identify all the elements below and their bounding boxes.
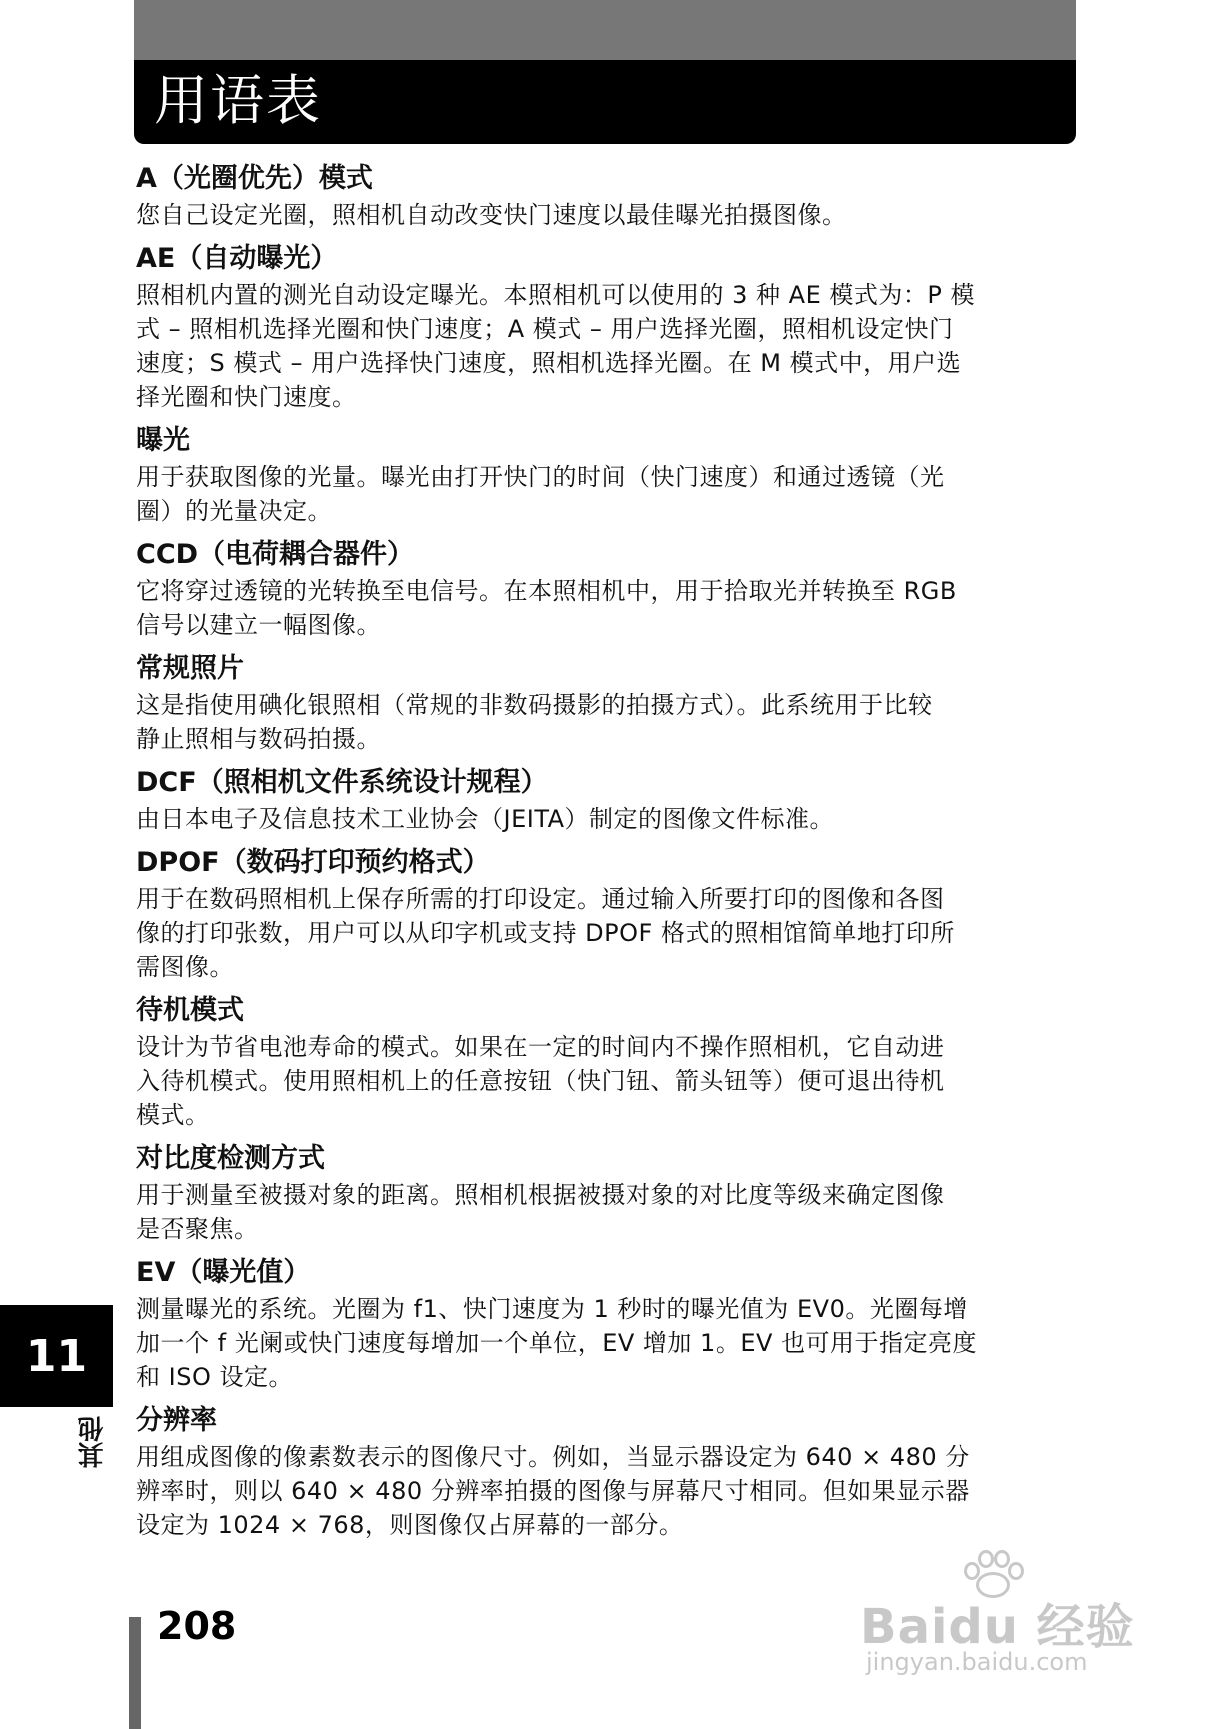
- glossary-term: AE（自动曝光）: [136, 243, 338, 274]
- glossary-definition-line: 辨率时，则以 640 × 480 分辨率拍摄的图像与屏幕尺寸相同。但如果显示器: [136, 1477, 970, 1505]
- glossary-entry: [136, 422, 1076, 528]
- glossary-entry: [136, 536, 1076, 642]
- baidu-watermark: [860, 1548, 1150, 1678]
- glossary-term: 分辨率: [136, 1405, 217, 1436]
- glossary-definition-line: 加一个 f 光阑或快门速度每增加一个单位，EV 增加 1。EV 也可用于指定亮度: [136, 1329, 978, 1357]
- glossary-definition-line: 需图像。: [136, 953, 234, 981]
- glossary-definition-line: 圈）的光量决定。: [136, 497, 332, 525]
- glossary-entry: [136, 240, 1076, 414]
- watermark-brand: Baidu 经验: [860, 1599, 1135, 1655]
- glossary-term: 待机模式: [136, 995, 244, 1026]
- glossary-term: A（光圈优先）模式: [136, 163, 373, 194]
- watermark-url: jingyan.baidu.com: [866, 1648, 1088, 1676]
- glossary-term: EV（曝光值）: [136, 1257, 311, 1288]
- glossary-entry: [136, 160, 1076, 232]
- glossary-definition-line: 入待机模式。使用照相机上的任意按钮（快门钮、箭头钮等）便可退出待机: [136, 1067, 945, 1095]
- page-title: 用语表: [154, 69, 322, 132]
- glossary-definition-line: 用组成图像的像素数表示的图像尺寸。例如，当显示器设定为 640 × 480 分: [136, 1443, 970, 1471]
- glossary-definition-line: 模式。: [136, 1101, 210, 1129]
- glossary-definition-line: 用于获取图像的光量。曝光由打开快门的时间（快门速度）和通过透镜（光: [136, 463, 945, 491]
- page-side-bar: [129, 1617, 141, 1729]
- glossary-definition-line: 择光圈和快门速度。: [136, 383, 357, 411]
- page-number: 208: [157, 1604, 237, 1648]
- glossary-term: DCF（照相机文件系统设计规程）: [136, 767, 548, 798]
- glossary-entry: [136, 844, 1076, 984]
- glossary-entry: [136, 992, 1076, 1132]
- chapter-label: 其他: [78, 1416, 108, 1468]
- glossary-definition-line: 设定为 1024 × 768，则图像仅占屏幕的一部分。: [136, 1511, 684, 1539]
- glossary-term: 对比度检测方式: [136, 1143, 325, 1174]
- glossary-definition-line: 测量曝光的系统。光圈为 f1、快门速度为 1 秒时的曝光值为 EV0。光圈每增: [136, 1295, 968, 1323]
- glossary-entry: [136, 1140, 1076, 1246]
- glossary-definition-line: 用于在数码照相机上保存所需的打印设定。通过输入所要打印的图像和各图: [136, 885, 945, 913]
- chapter-tab: 11: [0, 1305, 113, 1407]
- glossary-definition-line: 设计为节省电池寿命的模式。如果在一定的时间内不操作照相机，它自动进: [136, 1033, 945, 1061]
- glossary-definition-line: 它将穿过透镜的光转换至电信号。在本照相机中，用于拾取光并转换至 RGB: [136, 577, 957, 605]
- glossary-definition-line: 是否聚焦。: [136, 1215, 259, 1243]
- glossary-definition-line: 静止照相与数码拍摄。: [136, 725, 381, 753]
- title-bar: [134, 60, 1076, 144]
- glossary-definition-line: 由日本电子及信息技术工业协会（JEITA）制定的图像文件标准。: [136, 805, 835, 833]
- glossary-definition-line: 您自己设定光圈，照相机自动改变快门速度以最佳曝光拍摄图像。: [136, 201, 847, 229]
- glossary-definition-line: 用于测量至被摄对象的距离。照相机根据被摄对象的对比度等级来确定图像: [136, 1181, 945, 1209]
- glossary-definition-line: 像的打印张数，用户可以从印字机或支持 DPOF 格式的照相馆简单地打印所: [136, 919, 955, 947]
- glossary-definition-line: 和 ISO 设定。: [136, 1363, 293, 1391]
- glossary-term: DPOF（数码打印预约格式）: [136, 847, 490, 878]
- glossary-term: 曝光: [136, 425, 190, 456]
- glossary-definition-line: 速度；S 模式 – 用户选择快门速度，照相机选择光圈。在 M 模式中，用户选: [136, 349, 962, 377]
- glossary-term: 常规照片: [136, 653, 244, 684]
- glossary-term: CCD（电荷耦合器件）: [136, 539, 415, 570]
- glossary-content: [136, 160, 1076, 1550]
- header-band: [134, 0, 1076, 60]
- glossary-entry: [136, 650, 1076, 756]
- glossary-definition-line: 这是指使用碘化银照相（常规的非数码摄影的拍摄方式）。此系统用于比较: [136, 691, 933, 719]
- glossary-entry: [136, 1254, 1076, 1394]
- glossary-definition-line: 信号以建立一幅图像。: [136, 611, 381, 639]
- glossary-definition-line: 照相机内置的测光自动设定曝光。本照相机可以使用的 3 种 AE 模式为：P 模: [136, 281, 975, 309]
- glossary-entry: [136, 764, 1076, 836]
- glossary-entry: [136, 1402, 1076, 1542]
- glossary-definition-line: 式 – 照相机选择光圈和快门速度；A 模式 – 用户选择光圈，照相机设定快门: [136, 315, 954, 343]
